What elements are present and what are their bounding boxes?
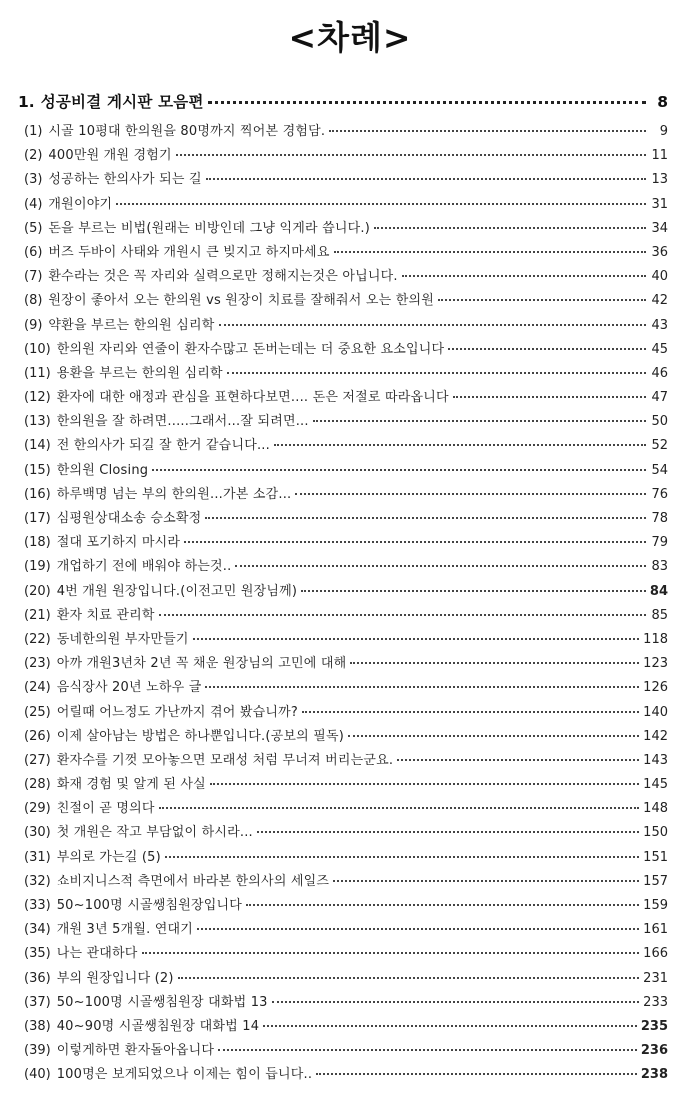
toc-entry[interactable] xyxy=(18,144,668,168)
dot-leader xyxy=(208,101,646,104)
entry-number: (38) xyxy=(24,1018,51,1034)
entry-title: 이렇게하면 환자돌아옵니다 xyxy=(56,1043,215,1059)
entry-page-number: 235 xyxy=(640,1018,668,1034)
entry-page-number: 36 xyxy=(651,244,668,260)
section-number: 1. xyxy=(18,93,35,111)
entry-title: 버즈 두바이 사태와 개원시 큰 빚지고 하지마세요 xyxy=(48,244,330,260)
toc-entry[interactable] xyxy=(18,797,668,821)
toc-entry[interactable] xyxy=(18,701,668,725)
dot-leader xyxy=(159,614,646,616)
dot-leader xyxy=(263,1025,637,1027)
dot-leader xyxy=(453,396,646,398)
dot-leader xyxy=(219,324,646,326)
entry-title: 원장이 좋아서 오는 한의원 vs 원장이 치료를 잘해줘서 오는 한의원 xyxy=(48,293,434,309)
entry-number: (21) xyxy=(24,607,51,623)
entry-number: (1) xyxy=(24,124,43,139)
entry-number: (19) xyxy=(24,559,51,575)
toc-entry[interactable] xyxy=(18,338,668,362)
dot-leader xyxy=(295,493,646,495)
entry-title: 음식장사 20년 노하우 글 xyxy=(56,680,202,696)
dot-leader xyxy=(197,928,639,930)
entry-page-number: 43 xyxy=(651,317,668,333)
toc-entry[interactable] xyxy=(18,168,668,192)
toc-entry[interactable] xyxy=(18,821,668,845)
entry-number: (27) xyxy=(24,752,51,768)
entry-page-number: 40 xyxy=(651,269,668,285)
entry-page-number: 238 xyxy=(640,1067,668,1083)
entry-title: 성공하는 한의사가 되는 길 xyxy=(48,172,202,188)
dot-leader xyxy=(350,662,639,664)
entry-page-number: 236 xyxy=(640,1043,668,1059)
entry-number: (9) xyxy=(24,317,43,333)
toc-entry[interactable] xyxy=(18,241,668,265)
toc-entry[interactable] xyxy=(18,434,668,458)
entry-page-number: 85 xyxy=(651,607,668,623)
entry-number: (39) xyxy=(24,1043,51,1059)
toc-entry[interactable] xyxy=(18,1063,668,1087)
entry-page-number: 13 xyxy=(651,172,668,188)
toc-entry[interactable] xyxy=(18,289,668,313)
entry-number: (31) xyxy=(24,849,51,865)
entry-title: 환자에 대한 애정과 관심을 표현하다보면.... 돈은 저절로 따라옵니다 xyxy=(56,390,449,406)
entry-title: 첫 개원은 작고 부담없이 하시라... xyxy=(56,825,253,841)
toc-entry[interactable] xyxy=(18,967,668,991)
entry-number: (15) xyxy=(24,462,51,478)
entry-title: 동네한의원 부자만들기 xyxy=(56,631,189,647)
dot-leader xyxy=(184,541,646,543)
toc-entry[interactable] xyxy=(18,555,668,579)
dot-leader xyxy=(302,711,639,713)
entry-title: 심평원상대소송 승소확정 xyxy=(56,511,202,526)
entry-number: (36) xyxy=(24,970,51,986)
entry-page-number: 45 xyxy=(651,341,668,357)
entry-number: (5) xyxy=(24,220,43,236)
toc-entry[interactable] xyxy=(18,314,668,338)
entry-number: (16) xyxy=(24,486,51,502)
entry-page-number: 78 xyxy=(651,511,668,526)
entry-number: (12) xyxy=(24,390,51,406)
entry-title: 약환을 부르는 한의원 심리학 xyxy=(48,317,215,333)
entry-title: 한의원을 잘 하려면.....그래서...잘 되려면... xyxy=(56,414,309,430)
entry-page-number: 142 xyxy=(643,728,668,744)
entry-page-number: 231 xyxy=(643,970,668,986)
toc-entry[interactable] xyxy=(18,942,668,966)
dot-leader xyxy=(402,275,646,277)
entry-page-number: 42 xyxy=(651,293,668,309)
entry-number: (25) xyxy=(24,704,51,720)
toc-entry[interactable] xyxy=(18,386,668,410)
dot-leader xyxy=(448,348,646,350)
entry-page-number: 52 xyxy=(651,438,668,454)
dot-leader xyxy=(397,759,639,761)
toc-entry[interactable] xyxy=(18,676,668,700)
entry-number: (14) xyxy=(24,438,51,454)
entry-page-number: 148 xyxy=(643,801,668,817)
entry-number: (17) xyxy=(24,511,51,526)
entry-title: 돈을 부르는 비법(원래는 비방인데 그냥 익게라 씁니다.) xyxy=(48,220,370,236)
entry-title: 친절이 곧 명의다 xyxy=(56,801,155,817)
entry-title: 400만원 개원 경험기 xyxy=(48,148,172,164)
entry-number: (3) xyxy=(24,172,43,188)
entry-number: (37) xyxy=(24,994,51,1010)
entry-page-number: 47 xyxy=(651,390,668,406)
entry-page-number: 31 xyxy=(651,196,668,212)
entry-title: 시골 10평대 한의원을 80명까지 찍어본 경험담. xyxy=(48,124,326,139)
toc-entry[interactable] xyxy=(18,749,668,773)
dot-leader xyxy=(193,638,640,640)
entry-number: (2) xyxy=(24,148,43,164)
entry-page-number: 140 xyxy=(643,704,668,720)
entry-number: (10) xyxy=(24,341,51,357)
toc-entry[interactable] xyxy=(18,773,668,797)
toc-entry[interactable] xyxy=(18,217,668,241)
entry-page-number: 118 xyxy=(643,631,668,647)
entry-title: 한의원 자리와 연줄이 환자수많고 돈버는데는 더 중요한 요소입니다 xyxy=(56,341,445,357)
toc-entry[interactable] xyxy=(18,459,668,483)
entry-number: (13) xyxy=(24,414,51,430)
entry-page-number: 151 xyxy=(643,849,668,865)
dot-leader xyxy=(165,856,639,858)
toc-entry[interactable] xyxy=(18,1015,668,1039)
entry-page-number: 79 xyxy=(651,535,668,551)
toc-entry[interactable] xyxy=(18,628,668,652)
entry-page-number: 145 xyxy=(643,777,668,793)
entry-number: (30) xyxy=(24,825,51,841)
dot-leader xyxy=(438,299,646,301)
entry-number: (20) xyxy=(24,583,51,599)
dot-leader xyxy=(274,444,646,446)
entry-title: 개업하기 전에 배워야 하는것.. xyxy=(56,559,232,575)
toc-entry[interactable] xyxy=(18,846,668,870)
entry-number: (35) xyxy=(24,946,51,962)
entry-page-number: 46 xyxy=(651,365,668,381)
entry-page-number: 34 xyxy=(651,220,668,236)
entry-page-number: 11 xyxy=(651,148,668,164)
entry-page-number: 50 xyxy=(651,414,668,430)
toc-entry[interactable] xyxy=(18,991,668,1015)
entry-page-number: 54 xyxy=(651,462,668,478)
toc-entry[interactable] xyxy=(18,507,668,531)
entry-page-number: 159 xyxy=(643,898,668,913)
entry-title: 50~100명 시골쌩침원장 대화법 13 xyxy=(56,994,268,1010)
entry-title: 100명은 보게되었으나 이제는 힘이 듭니다.. xyxy=(56,1067,313,1083)
entry-title: 환자수를 기껏 모아놓으면 모래성 처럼 무너져 버리는군요. xyxy=(56,752,394,768)
dot-leader xyxy=(348,735,639,737)
dot-leader xyxy=(329,130,646,132)
entry-number: (26) xyxy=(24,728,51,744)
entry-title: 용환을 부르는 한의원 심리학 xyxy=(56,365,223,381)
toc-entry[interactable] xyxy=(18,918,668,942)
entry-number: (34) xyxy=(24,922,51,938)
dot-leader xyxy=(246,904,639,906)
dot-leader xyxy=(313,420,646,422)
dot-leader xyxy=(116,203,646,205)
entry-title: 환수라는 것은 꼭 자리와 실력으로만 정해지는것은 아닙니다. xyxy=(48,269,398,285)
dot-leader xyxy=(205,686,639,688)
entry-title: 전 한의사가 되길 잘 한거 같습니다... xyxy=(56,438,270,454)
dot-leader xyxy=(333,880,639,882)
toc-entry[interactable] xyxy=(18,362,668,386)
entry-title: 부의로 가는길 (5) xyxy=(56,849,161,865)
dot-leader xyxy=(159,807,640,809)
toc-entry[interactable] xyxy=(18,120,668,144)
entry-number: (6) xyxy=(24,244,43,260)
entry-title: 화재 경험 및 알게 된 사실 xyxy=(56,777,206,793)
entry-title: 이제 살아남는 방법은 하나뿐입니다.(공보의 필독) xyxy=(56,728,345,744)
toc-section-heading[interactable] xyxy=(18,90,668,120)
dot-leader xyxy=(374,227,646,229)
dot-leader xyxy=(316,1073,637,1075)
toc-entry[interactable] xyxy=(18,410,668,434)
entry-title: 하루백명 넘는 부의 한의원...가본 소감... xyxy=(56,486,292,502)
table-of-contents xyxy=(18,90,668,1088)
toc-entry[interactable] xyxy=(18,725,668,749)
entry-title: 쇼비지니스적 측면에서 바라본 한의사의 세일즈 xyxy=(56,873,330,889)
toc-entry[interactable] xyxy=(18,531,668,555)
entry-number: (33) xyxy=(24,898,51,913)
dot-leader xyxy=(176,154,646,156)
entry-title: 50~100명 시골쌩침원장입니다 xyxy=(56,898,243,913)
dot-leader xyxy=(301,590,646,592)
entry-page-number: 150 xyxy=(643,825,668,841)
entry-page-number: 157 xyxy=(643,873,668,889)
dot-leader xyxy=(142,952,640,954)
toc-entry[interactable] xyxy=(18,483,668,507)
section-label: 성공비결 게시판 모음편 xyxy=(40,93,204,111)
entry-page-number: 76 xyxy=(651,486,668,502)
page-title: <차례> xyxy=(288,18,412,57)
dot-leader xyxy=(205,517,646,519)
dot-leader xyxy=(227,372,646,374)
toc-entry[interactable] xyxy=(18,652,668,676)
dot-leader xyxy=(178,977,639,979)
entry-number: (7) xyxy=(24,269,43,285)
entry-title: 부의 원장입니다 (2) xyxy=(56,970,174,986)
dot-leader xyxy=(272,1001,640,1003)
entry-page-number: 83 xyxy=(651,559,668,575)
entry-page-number: 166 xyxy=(643,946,668,962)
entry-title: 개원이야기 xyxy=(48,196,113,212)
toc-entry[interactable] xyxy=(18,894,668,918)
entry-number: (23) xyxy=(24,656,51,672)
entry-page-number: 123 xyxy=(643,656,668,672)
dot-leader xyxy=(210,783,639,785)
entry-number: (40) xyxy=(24,1067,51,1083)
entry-page-number: 126 xyxy=(643,680,668,696)
entry-page-number: 161 xyxy=(643,922,668,938)
entry-number: (28) xyxy=(24,777,51,793)
entry-number: (32) xyxy=(24,873,51,889)
toc-entry[interactable] xyxy=(18,1039,668,1063)
entry-title: 나는 관대하다 xyxy=(56,946,138,962)
entry-page-number: 84 xyxy=(649,583,668,599)
section-page-number: 8 xyxy=(657,93,668,111)
dot-leader xyxy=(218,1049,637,1051)
toc-entry[interactable] xyxy=(18,870,668,894)
entry-title: 개원 3년 5개월. 연대기 xyxy=(56,922,194,938)
dot-leader xyxy=(334,251,646,253)
entry-number: (18) xyxy=(24,535,51,551)
entry-number: (4) xyxy=(24,196,43,212)
dot-leader xyxy=(235,565,646,567)
entry-number: (29) xyxy=(24,801,51,817)
entry-title: 어릴때 어느정도 가난까지 겪어 봤습니까? xyxy=(56,704,299,720)
entry-page-number: 9 xyxy=(659,124,668,139)
entry-title: 40~90명 시골쌩침원장 대화법 14 xyxy=(56,1018,260,1034)
dot-leader xyxy=(152,469,646,471)
toc-entry[interactable] xyxy=(18,193,668,217)
entry-title: 아까 개원3년차 2년 꼭 채운 원장님의 고민에 대해 xyxy=(56,656,347,672)
entry-number: (11) xyxy=(24,365,51,381)
entry-number: (8) xyxy=(24,293,43,309)
entry-page-number: 143 xyxy=(643,752,668,768)
entry-number: (24) xyxy=(24,680,51,696)
entry-title: 환자 치료 관리학 xyxy=(56,607,155,623)
toc-entry[interactable] xyxy=(18,265,668,289)
entry-page-number: 233 xyxy=(643,994,668,1010)
toc-entry[interactable] xyxy=(18,604,668,628)
entry-title: 절대 포기하지 마시라 xyxy=(56,535,181,551)
entry-number: (22) xyxy=(24,631,51,647)
entry-title: 4번 개원 원장입니다.(이전고민 원장님께) xyxy=(56,583,298,599)
entry-title: 한의원 Closing xyxy=(56,462,149,478)
dot-leader xyxy=(206,178,646,180)
dot-leader xyxy=(257,831,639,833)
toc-entry[interactable] xyxy=(18,580,668,604)
